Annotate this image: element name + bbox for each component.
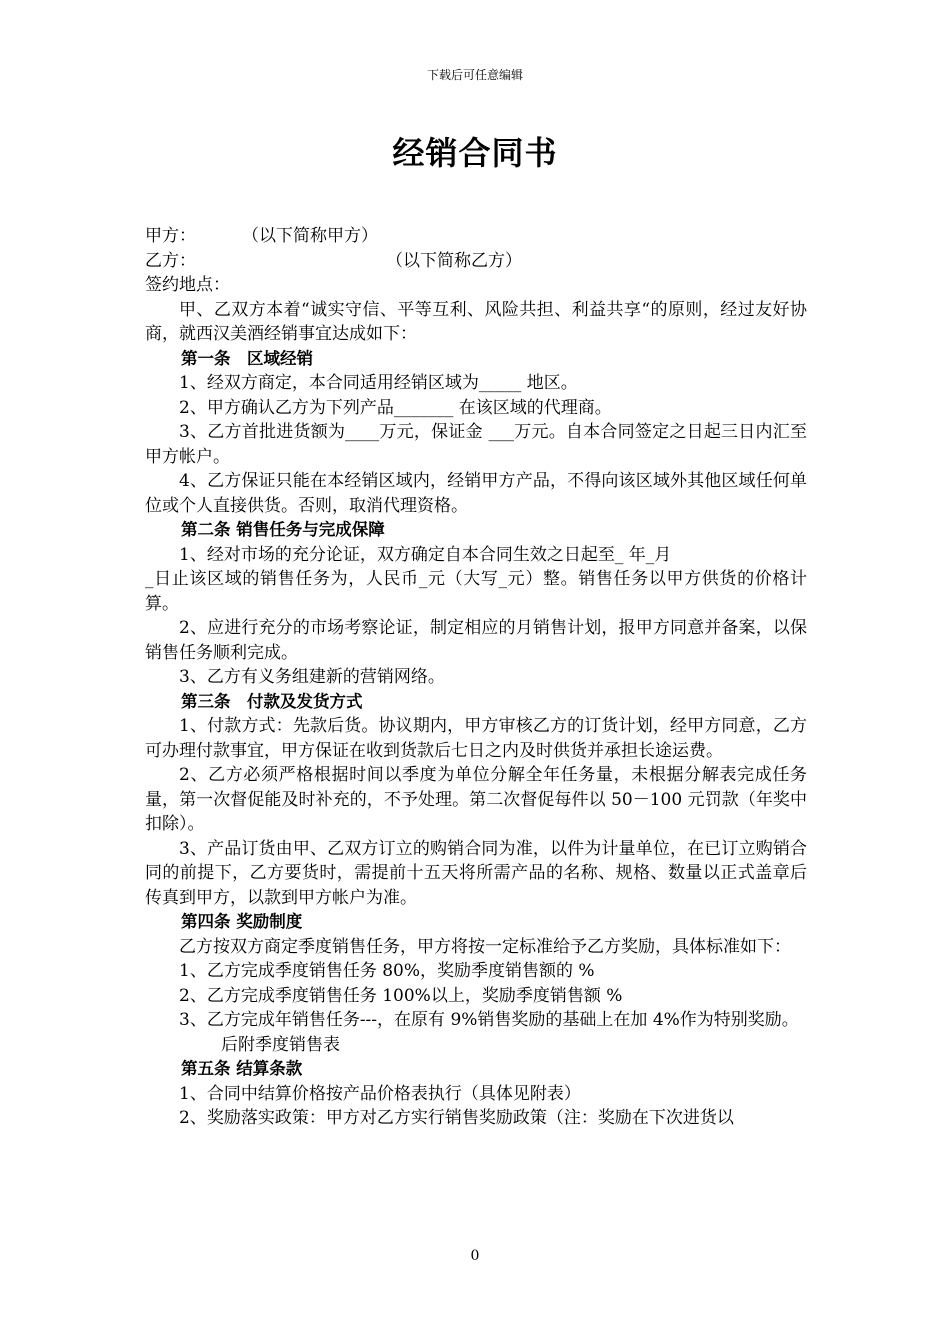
article-4-clause-2: 2、乙方完成季度销售任务 100%以上，奖励季度销售额 % <box>179 985 623 1006</box>
signing-place: 签约地点： <box>145 275 230 295</box>
party-b-label: 乙方： <box>145 250 196 271</box>
party-b-note: （以下简称乙方） <box>386 250 522 271</box>
article-3-heading: 第三条 付款及发货方式 <box>181 691 363 711</box>
article-1-clause-2: 2、甲方确认乙方为下列产品_______ 在该区域的代理商。 <box>179 397 612 418</box>
header-note: 下载后可任意编辑 <box>426 68 523 82</box>
article-4-intro: 乙方按双方商定季度销售任务，甲方将按一定标准给予乙方奖励，具体标准如下： <box>179 936 791 957</box>
article-2-clause-1-line-1: 1、经对市场的充分论证，双方确定自本合同生效之日起至_ 年_月 <box>179 544 672 565</box>
document-title: 经销合同书 <box>392 134 558 172</box>
article-2-clause-3: 3、乙方有义务组建新的营销网络。 <box>179 667 445 687</box>
article-4-clause-3: 3、乙方完成年销售任务---，在原有 9%销售奖励的基础上在加 4%作为特别奖励。 <box>179 1010 799 1030</box>
article-1-heading: 第一条 区域经销 <box>181 348 313 368</box>
preamble: 甲、乙双方本着“诚实守信、平等互利、风险共担、利益共享“的原则，经过友好协商，就西汉美酒经销事宜达成如下： <box>145 299 807 344</box>
article-3-clause-2: 2、乙方必须严格根据时间以季度为单位分解全年任务量，未根据分解表完成任务量，第一次督促能及时补充的，不予处理。第二次督促每件以 50－100 元罚款（年奖中扣除）。 <box>145 765 807 834</box>
article-4-clause-1: 1、乙方完成季度销售任务 80%，奖励季度销售额的 % <box>179 961 595 981</box>
article-3-clause-1: 1、付款方式：先款后货。协议期内，甲方审核乙方的订货计划，经甲方同意，乙方可办理付款事宜，甲方保证在收到货款后七日之内及时供货并承担长途运费。 <box>145 716 807 761</box>
contract-body <box>145 224 807 1131</box>
article-3-clause-3: 3、产品订货由甲、乙双方订立的购销合同为准，以件为计量单位，在已订立购销合同的前提下，乙方要货时，需提前十五天将所需产品的名称、规格、数量以正式盖章后传真到甲方，以款到甲方帐户为准。 <box>145 838 807 908</box>
article-4-attachment-note: 后附季度销售表 <box>221 1034 340 1055</box>
article-2-heading: 第二条 销售任务与完成保障 <box>181 520 385 539</box>
party-b-line <box>145 249 807 274</box>
article-2-clause-2: 2、应进行充分的市场考察论证，制定相应的月销售计划，报甲方同意并备案，以保销售任务顺利完成。 <box>145 618 807 663</box>
article-1-clause-1: 1、经双方商定，本合同适用经销区域为_____ 地区。 <box>179 373 578 393</box>
article-4-heading: 第四条 奖励制度 <box>181 912 303 931</box>
article-5-heading: 第五条 结算条款 <box>181 1059 303 1078</box>
article-5-clause-1: 1、合同中结算价格按产品价格表执行（具体见附表） <box>179 1083 581 1104</box>
article-1-clause-4: 4、乙方保证只能在本经销区域内，经销甲方产品，不得向该区域外其他区域任何单位或个人直接供货。否则，取消代理资格。 <box>145 471 807 516</box>
article-2-clause-1-rest: _日止该区域的销售任务为，人民币_元（大写_元）整。销售任务以甲方供货的价格计算。 <box>145 569 807 614</box>
party-a-note: （以下简称甲方） <box>242 226 378 246</box>
party-a-label: 甲方： <box>145 226 196 246</box>
article-5-clause-2: 2、奖励落实政策：甲方对乙方实行销售奖励政策（注：奖励在下次进货以 <box>179 1108 734 1128</box>
article-1-clause-3: 3、乙方首批进货额为____万元，保证金 ___万元。自本合同签定之日起三日内汇至甲方帐户。 <box>145 422 807 467</box>
page-number: 0 <box>470 1248 480 1264</box>
party-a-line <box>145 224 807 249</box>
